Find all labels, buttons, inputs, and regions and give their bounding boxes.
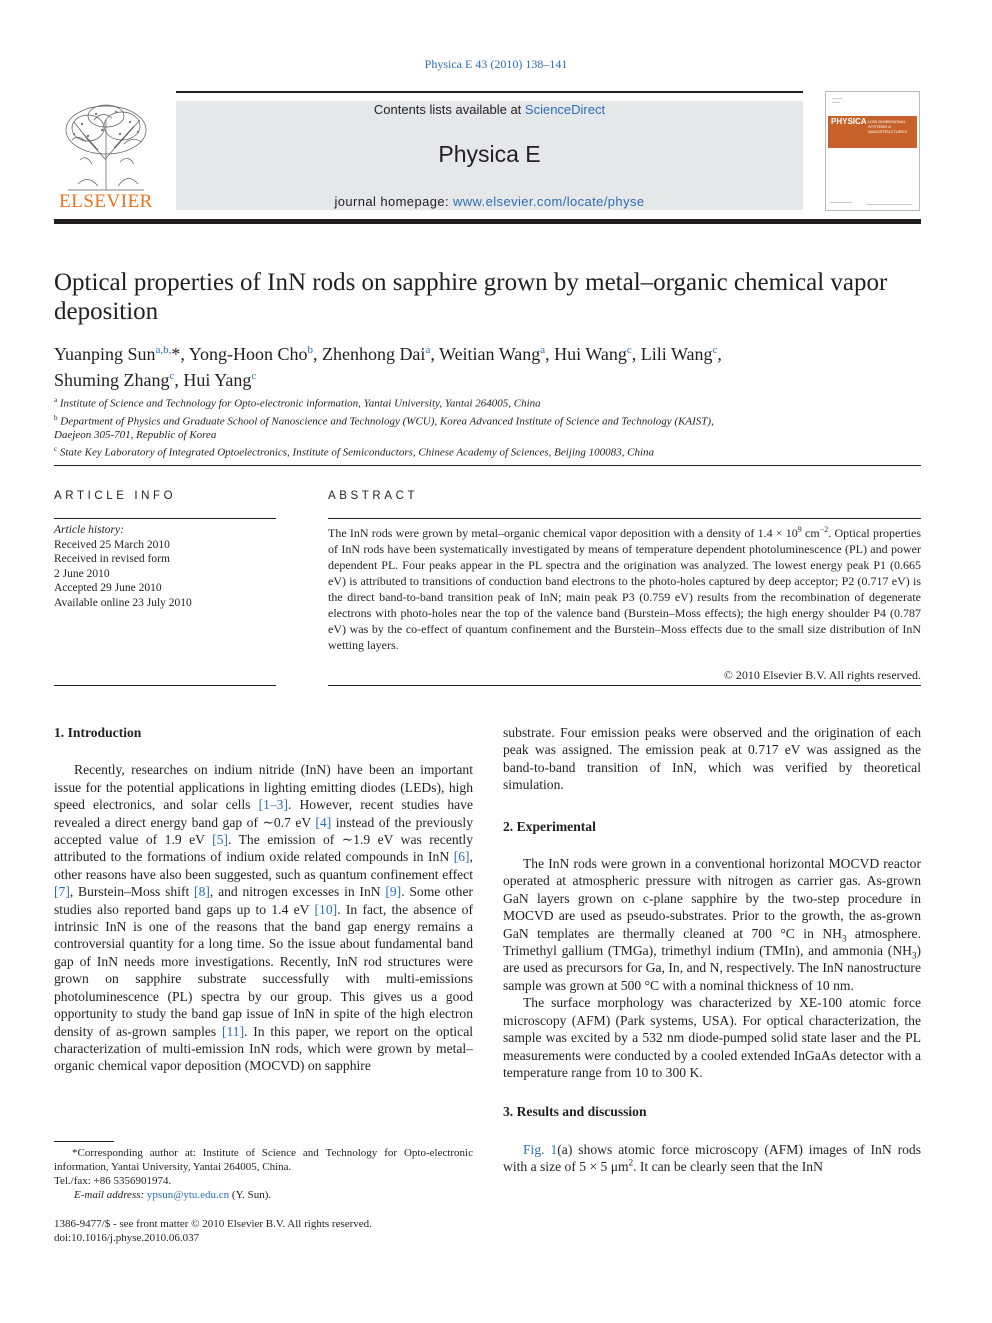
abstract-sup: −2 [819, 525, 829, 534]
author: Yuanping Sun [54, 344, 156, 364]
footnote-text: *Corresponding author at: Institute of Science and Technology for Opto-electronic information, Yantai University, Yantai 264005, China. [54, 1147, 473, 1173]
author-affil-mark[interactable]: a,b, [155, 344, 172, 356]
affiliation-a [54, 393, 924, 411]
author-affil-mark[interactable]: a [540, 344, 546, 356]
email-link[interactable]: ypsun@ytu.edu.cn [146, 1189, 230, 1201]
author-affil-mark[interactable]: c [626, 344, 632, 356]
history-label: Article history: [54, 524, 124, 536]
homepage-prefix: journal homepage: [334, 194, 453, 209]
affiliation-c [54, 442, 924, 460]
abstract-sup: 9 [797, 525, 802, 534]
journal-name: Physica E [438, 141, 541, 167]
journal-citation[interactable]: Physica E 43 (2010) 138–141 [424, 57, 568, 71]
journal-cover-thumbnail[interactable] [825, 91, 920, 211]
author-affil-mark[interactable]: a [425, 344, 431, 356]
ref-link[interactable]: [4] [315, 814, 332, 830]
author: Lili Wang [640, 344, 713, 364]
abstract-text [328, 522, 921, 653]
author-affil-mark[interactable]: c [251, 370, 257, 382]
affiliations [54, 393, 924, 460]
author: Yong-Hoon Cho [188, 344, 308, 364]
ref-link[interactable]: [9] [385, 884, 402, 900]
article-info-bottom-rule [54, 685, 276, 686]
ref-link[interactable]: [7] [54, 884, 70, 900]
affil-key: b [54, 413, 58, 422]
ref-link[interactable]: [8] [194, 884, 210, 900]
abstract-part: The InN rods were grown by metal–organic chemical vapor deposition with a density of 1.4 × 10 [328, 526, 798, 540]
cover-mark [866, 204, 912, 205]
introduction-paragraph: Recently, researches on indium nitride (InN) have been an important issue for the potential applications in lighting emitting diodes (LEDs), high speed electronics, and solar cells [1–3]. However, recent studies have revealed a direct energy band gap of ∼0.7 eV [4] instead of the previously accepted value of 1.9 eV [5]. The emission of ∼1.9 eV was recently attributed to the formations of indium oxide related compounds in InN [6], other reasons have also been suggested, such as quantum confinement effect [7], Burstein–Moss shift [8], and nitrogen excesses in InN [9]. Some other studies also reported band gaps up to 1.4 eV [10]. In fact, the absence of intrinsic InN is one of the reasons that the band gap energy remains a controversial quantity for a long time. So the issue about fundamental band gap of InN needs more investigations. Recently, InN rod structures were grown on sapphire substrate successfully with multi-emissions photoluminescence (PL) spectra by our group. This gives us a good opportunity to study the band gap issue of InN in spite of the high electron density of as-grown samples [11]. In this paper, we report on the optical characterization of multi-emission InN rods, which were grown by metal–organic chemical vapor deposition (MOCVD) on sapphire [54, 762, 474, 1074]
ref-link[interactable]: [11] [221, 1023, 245, 1039]
cover-mark [832, 102, 840, 103]
abstract-heading: ABSTRACT [328, 490, 419, 502]
author: Zhenhong Dai [321, 344, 426, 364]
sciencedirect-link[interactable]: ScienceDirect [524, 102, 606, 117]
results-heading: 3. Results and discussion [503, 1104, 647, 1120]
article-info-rule [54, 518, 276, 519]
introduction-heading: 1. Introduction [54, 725, 142, 740]
affil-text: Daejeon 305-701, Republic of Korea [54, 429, 217, 442]
author-affil-mark[interactable]: b [307, 344, 313, 356]
abstract-rule [328, 518, 921, 519]
ref-link[interactable]: [1–3] [258, 797, 289, 813]
author-affil-mark[interactable]: c [712, 344, 718, 356]
affil-text: Institute of Science and Technology for Opto-electronic information, Yantai University, Yantai 264005, China [59, 397, 541, 410]
header-top-rule [176, 91, 803, 93]
corresponding-mark[interactable]: * [171, 344, 181, 364]
cover-mark [830, 202, 852, 203]
affil-text: Department of Physics and Graduate School of Nanoscience and Technology (WCU), Korea Advanced Institute of Science and Technology (KAIST), [60, 415, 714, 428]
affil-text: State Key Laboratory of Integrated Optoelectronics, Institute of Semiconductors, Chinese Academy of Sciences, Beijing 100083, China [59, 446, 655, 459]
issn-block [54, 1217, 474, 1245]
article-title: Optical properties of InN rods on sapphire grown by metal–organic chemical vapor deposition [54, 269, 888, 325]
affil-key: a [54, 396, 58, 404]
ref-link[interactable]: [5] [212, 832, 229, 848]
experimental-paragraph: The surface morphology was characterized by XE-100 atomic force microscopy (AFM) (Park systems, USA). For optical characterization, the sample was excited by a 532 nm diode-pumped solid state laser and the PL measurements were conducted by a cooled extended InGaAs detector with a temperature range from 10 to 300 K. [503, 995, 921, 1080]
cover-title: PHYSICA [831, 117, 867, 126]
author-list: Yuanping Sun$^{a,b,}$*, Yong-Hoon Cho$^b$, Zhenhong Dai$^a$, Weitian Wang$^a$, Hui Wang$^c$, Lili Wang$^c$, Shuming Zhang$^c$, Hui Yang$^c$ [54, 344, 722, 390]
header-bottom-rule [54, 219, 921, 224]
footnote-rule [54, 1141, 114, 1142]
homepage-link[interactable]: www.elsevier.com/locate/physe [452, 194, 645, 209]
abstract-part: . Optical properties of InN rods have been systematically investigated by means of temperature dependent photoluminescence (PL) and power dependent PL. Four peaks appear in the PL spectra and the origination was analyzed. The lowest energy peak P1 (0.665 eV) is attributed to transitions of conduction band electrons to the photo-holes captured by deep acceptor; P2 (0.717 eV) is the direct band-to-band transition peak of InN; main peak P3 (0.759 eV) results from the recombination of degenerate electrons with photo-holes near the top of the valence band (Burstein–Moss effects); the high energy shoulder P4 (0.787 eV) was by the co-effect of quantum confinement and the Burstein–Moss effects due to the small size distribution of InN wetting layers. [328, 526, 921, 652]
abstract-copyright: © 2010 Elsevier B.V. All rights reserved. [723, 668, 921, 682]
author: Weitian Wang [439, 344, 541, 364]
cover-subtitle: LOW-DIMENSIONAL SYSTEMS & NANOSTRUCTURES [868, 119, 907, 134]
issn-line: 1386-9477/$ - see front matter © 2010 Elsevier B.V. All rights reserved. [54, 1218, 372, 1230]
author: Shuming Zhang [54, 370, 170, 390]
author: Hui Wang [554, 344, 627, 364]
affiliation-b [54, 411, 924, 443]
affil-key: c [54, 445, 58, 454]
ref-link[interactable]: [6] [453, 849, 470, 865]
author-affil-mark[interactable]: c [169, 370, 175, 382]
article-info-heading: ARTICLE INFO [54, 490, 177, 502]
affiliations-rule [54, 465, 921, 466]
history-item: Received 25 March 2010 [54, 538, 170, 551]
cover-band [828, 116, 917, 148]
journal-homepage [176, 194, 803, 209]
history-item: 2 June 2010 [54, 567, 110, 580]
corresponding-footnote [54, 1146, 473, 1202]
experimental-heading: 2. Experimental [503, 818, 596, 834]
history-item: Available online 23 July 2010 [54, 596, 192, 609]
right-column [503, 724, 921, 1176]
elsevier-tree-logo [58, 100, 154, 192]
footnote-tel: Tel./fax: +86 5356901974. [54, 1175, 172, 1187]
article-history [54, 523, 276, 610]
cover-mark [832, 98, 842, 99]
results-paragraph: Fig. 1(a) shows atomic force microscopy (AFM) images of InN rods with a size of 5 × 5 $\mu m^2$. It can be clearly seen that the InN [503, 1141, 921, 1175]
ref-link[interactable]: [10] [314, 901, 338, 917]
contents-line [176, 102, 803, 117]
left-column [54, 724, 473, 1075]
figure-link[interactable]: Fig. 1 [523, 1141, 558, 1157]
footnote-email: E-mail address: ypsun@ytu.edu.cn (Y. Sun). [74, 1189, 272, 1201]
history-item: Accepted 29 June 2010 [54, 582, 162, 594]
abstract-part: cm [801, 526, 820, 540]
history-item: Received in revised form [54, 553, 170, 565]
abstract-bottom-rule [328, 685, 921, 686]
contents-prefix: Contents lists available at [373, 102, 525, 117]
author: Hui Yang [183, 370, 252, 390]
introduction-continuation: substrate. Four emission peaks were observed and the origination of each peak was assigned. The emission peak at 0.717 eV was assigned as the band-to-band transition of InN, which was verified by theoretical simulation. [503, 725, 921, 793]
experimental-paragraph: The InN rods were grown in a conventional horizontal MOCVD reactor operated at atmospheric pressure with nitrogen as carrier gas. As-grown GaN layers grown on c-plane sapphire by the two-step procedure in MOCVD are used as pseudo-substrates. Prior to the growth, the as-grown GaN templates are thermally cleaned at 700 °C in $NH_3$ atmosphere. Trimethyl gallium (TMGa), trimethyl indium (TMIn), and ammonia $(NH_3)$ are used as precursors for Ga, In, and N, respectively. The InN nanostructure sample was grown at 500 °C with a nominal thickness of 10 nm. [503, 856, 921, 993]
elsevier-wordmark: ELSEVIER [59, 191, 153, 212]
doi-line[interactable]: doi:10.1016/j.physe.2010.06.037 [54, 1232, 200, 1244]
